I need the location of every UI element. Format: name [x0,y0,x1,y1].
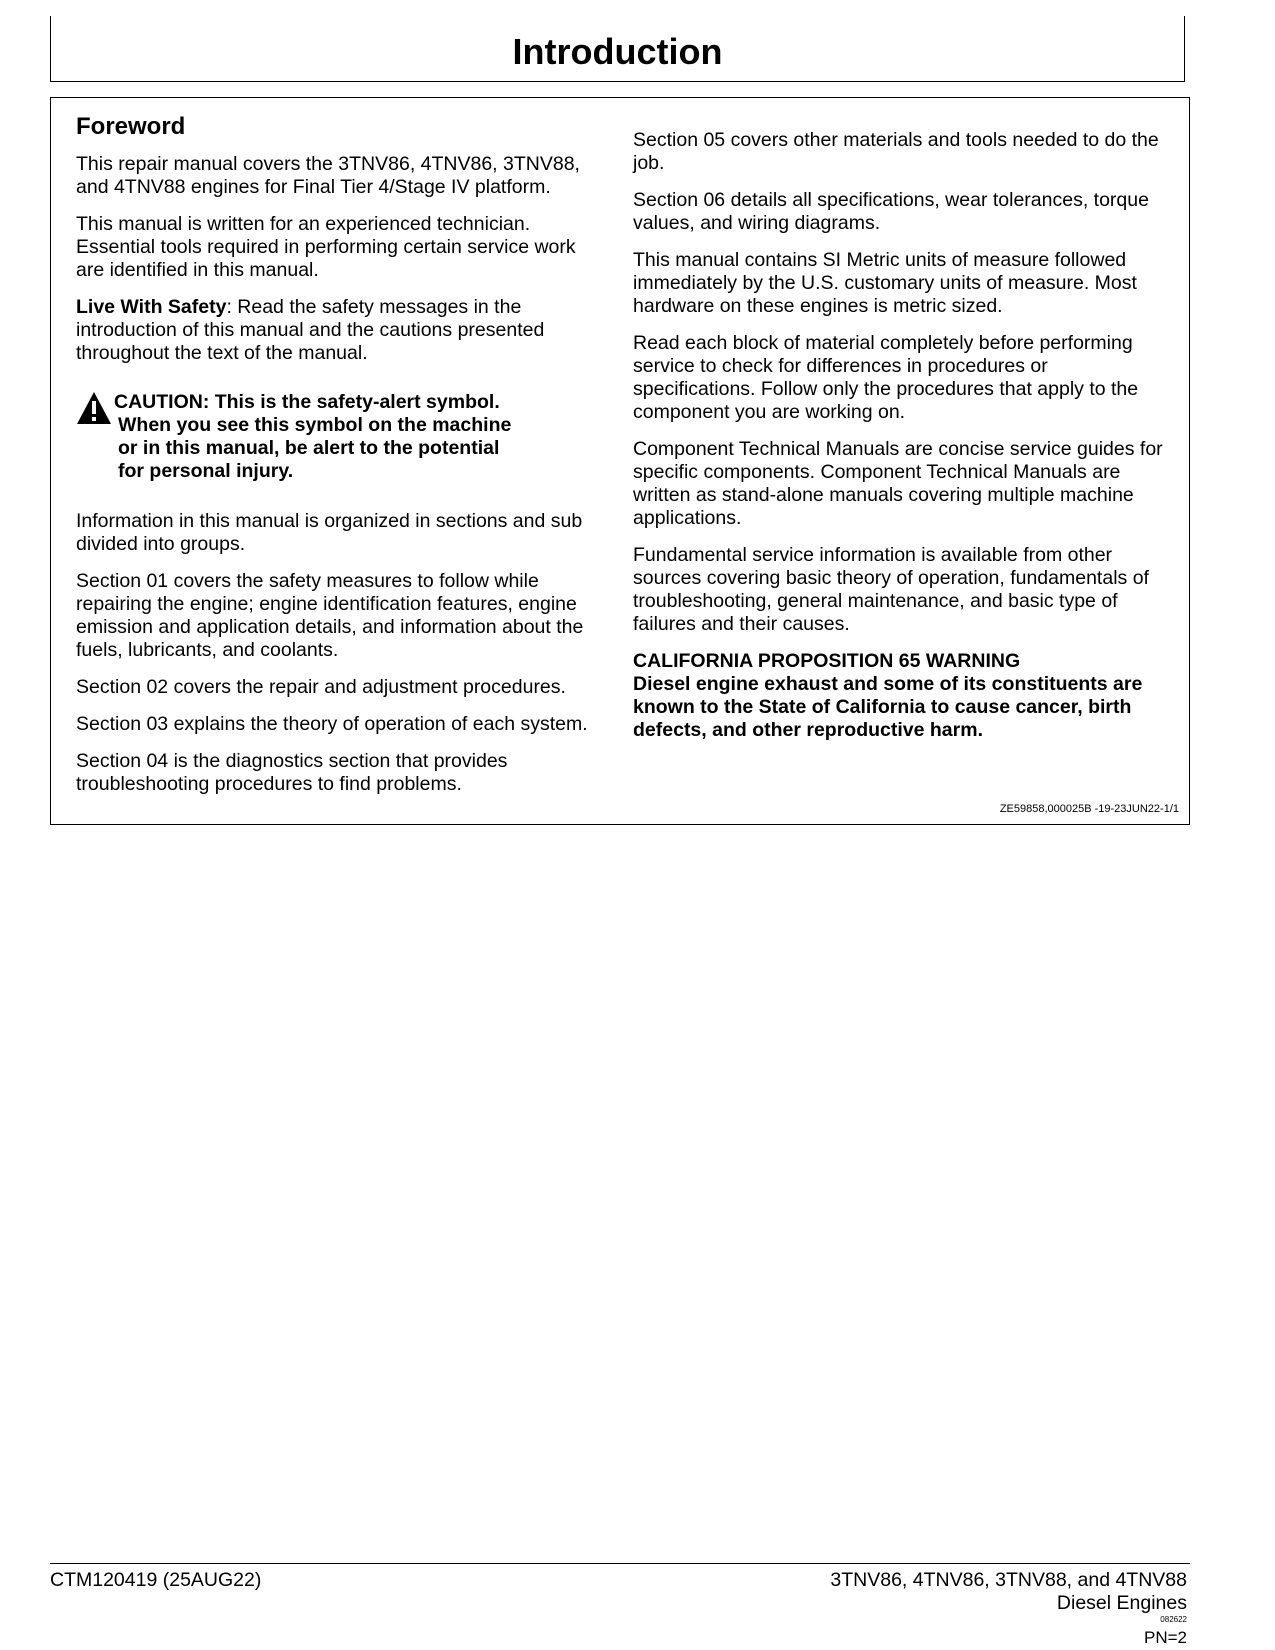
page-number: PN=2 [1144,1628,1187,1647]
paragraph-fundamental-info: Fundamental service information is available from other sources covering basic theory of operation, fundamentals of troubleshooting, general maintenance, and basic type of failures and their causes. [633,544,1149,635]
foreword-box [50,97,1190,825]
paragraph-organization: Information in this manual is organized in sections and sub divided into groups. [76,510,583,555]
footer-divider [50,1563,1190,1564]
caution-line-3: or in this manual, be alert to the potential [118,437,500,459]
live-with-safety-label: Live With Safety [76,296,227,318]
paragraph-read-completely: Read each block of material completely before performing service to check for differences in procedures or specifications. Follow only the procedures that apply to the component you are working on. [633,332,1139,423]
caution-block [76,391,606,483]
footer-small-code: 082622 [1160,1615,1187,1624]
left-column [76,112,606,810]
paragraph-section-02: Section 02 covers the repair and adjustment procedures. [76,676,566,698]
paragraph-component-manuals: Component Technical Manuals are concise service guides for specific components. Component Technical Manuals are written as stand-alone manuals covering multiple machine applications. [633,438,1163,529]
paragraph-units: This manual contains SI Metric units of measure followed immediately by the U.S. customary units of measure. Most hardware on these engines is metric sized. [633,249,1137,317]
footer-right [830,1569,1187,1648]
paragraph-audience: This manual is written for an experienced technician. Essential tools required in performing certain service work are identified in this manual. [76,213,576,281]
paragraph-live-with-safety [76,296,606,365]
caution-line-2: When you see this symbol on the machine [118,414,512,436]
paragraph-section-01: Section 01 covers the safety measures to follow while repairing the engine; engine identification features, engine emission and application details, and information about the fuels, lubricants, and coolants. [76,570,584,661]
paragraph-section-05: Section 05 covers other materials and tools needed to do the job. [633,129,1159,174]
paragraph-coverage: This repair manual covers the 3TNV86, 4TNV86, 3TNV88, and 4TNV88 engines for Final Tier 4/Stage IV platform. [76,153,580,198]
caution-line-1: CAUTION: This is the safety-alert symbol. [114,391,500,413]
prop65-warning-body: Diesel engine exhaust and some of its constituents are known to the State of California to cause cancer, birth defects, and other reproductive harm. [633,673,1143,741]
live-with-safety-text: : Read the safety messages in the introduction of this manual and the cautions presented throughout the text of the manual. [76,296,545,364]
safety-alert-icon [76,391,112,425]
page-title: Introduction [512,31,723,72]
footer-doc-id: CTM120419 (25AUG22) [50,1569,262,1591]
right-column [633,129,1168,742]
paragraph-section-04: Section 04 is the diagnostics section that provides troubleshooting procedures to find problems. [76,750,508,795]
section-heading-foreword: Foreword [76,113,186,140]
paragraph-section-06: Section 06 details all specifications, wear tolerances, torque values, and wiring diagrams. [633,189,1149,234]
reference-code: ZE59858,000025B -19-23JUN22-1/1 [999,803,1179,815]
footer-models: 3TNV86, 4TNV86, 3TNV88, and 4TNV88 [830,1569,1187,1591]
caution-line-4: for personal injury. [118,460,294,482]
page-header [50,16,1185,82]
footer-subtitle: Diesel Engines [1056,1592,1187,1614]
paragraph-section-03: Section 03 explains the theory of operation of each system. [76,713,588,735]
prop65-warning-heading: CALIFORNIA PROPOSITION 65 WARNING [633,650,1021,672]
